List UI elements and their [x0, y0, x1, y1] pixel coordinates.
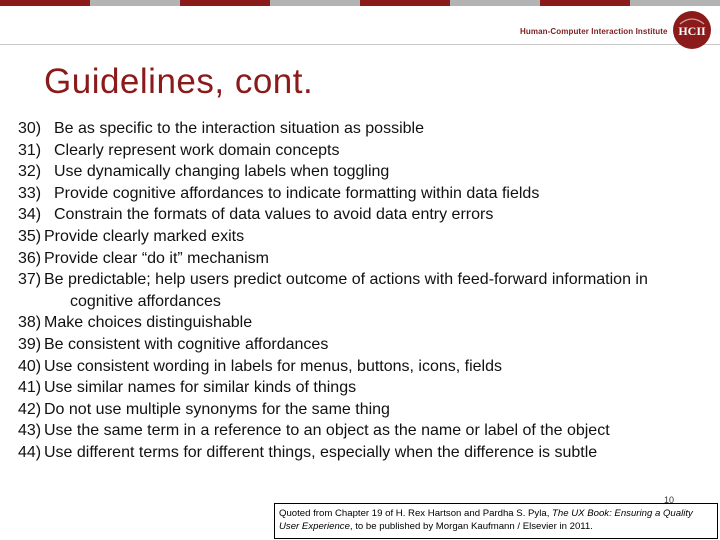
guideline-text: Provide clearly marked exits [44, 227, 245, 245]
guideline-text: Use similar names for similar kinds of things [44, 379, 357, 397]
guideline-item: 30) Be as specific to the interaction situation as possible [18, 120, 424, 137]
guideline-item: 34) Constrain the formats of data values to avoid data entry errors [18, 206, 494, 224]
guideline-item: 43) Use the same term in a reference to an object as the name or label of the object [18, 422, 610, 440]
guideline-text: Constrain the formats of data values to avoid data entry errors [54, 206, 494, 224]
header-bar-segment [0, 0, 90, 6]
citation-prefix: Quoted from Chapter 19 of H. Rex Hartson and Pardha S. Pyla, [279, 508, 553, 519]
citation-suffix: , to be published by Morgan Kaufmann / Elsevier in 2011. [349, 521, 593, 532]
guideline-text: Provide clear “do it” mechanism [44, 249, 269, 267]
guidelines-list [18, 118, 694, 464]
guideline-item: 44) Use different terms for different things, especially when the difference is subtle [18, 443, 598, 461]
header-bar-segment [450, 0, 540, 6]
guideline-item: 35) Provide clearly marked exits [18, 227, 245, 245]
citation-book-title: The UX Book: Ensuring a Quality User Experience [279, 508, 693, 532]
guideline-text: Be predictable; help users predict outcome of actions with feed-forward information in cognitive affordances [44, 271, 648, 310]
guideline-text: Use different terms for different things, especially when the difference is subtle [44, 443, 598, 461]
guideline-text: Be as specific to the interaction situation as possible [54, 120, 424, 137]
guideline-text: Clearly represent work domain concepts [54, 141, 340, 159]
guideline-text: Use the same term in a reference to an object as the name or label of the object [44, 422, 610, 440]
guideline-item: 39) Be consistent with cognitive affordances [18, 335, 329, 353]
guideline-item: 36) Provide clear “do it” mechanism [18, 249, 269, 267]
hcii-logo-icon [672, 10, 712, 50]
header-bar-segment [180, 0, 270, 6]
guideline-item: 33) Provide cognitive affordances to indicate formatting within data fields [18, 184, 540, 202]
header-bar-segment [360, 0, 450, 6]
guideline-text: Provide cognitive affordances to indicate formatting within data fields [54, 184, 540, 202]
slide-title: Guidelines, cont. [44, 62, 314, 101]
header-bar-segment [270, 0, 360, 6]
page-number: 10 [664, 495, 675, 505]
guideline-item: 42) Do not use multiple synonyms for the same thing [18, 400, 390, 418]
guideline-text: Use consistent wording in labels for menus, buttons, icons, fields [44, 357, 503, 375]
header-bar-segment [540, 0, 630, 6]
header-bar-segment [90, 0, 180, 6]
guideline-item: 41) Use similar names for similar kinds of things [18, 379, 357, 397]
guideline-item: 40) Use consistent wording in labels for menus, buttons, icons, fields [18, 357, 503, 375]
header-bar-segment [630, 0, 720, 6]
guideline-text: Be consistent with cognitive affordances [44, 335, 329, 353]
guideline-item: 32) Use dynamically changing labels when toggling [18, 163, 390, 181]
header-color-bar [0, 0, 720, 6]
guideline-item: 31) Clearly represent work domain concepts [18, 141, 340, 159]
logo-text: HCII [678, 24, 706, 38]
citation-box [274, 503, 718, 539]
guideline-item: 37) Be predictable; help users predict outcome of actions with feed-forward information in cognitive affordances [18, 271, 648, 310]
guideline-text: Use dynamically changing labels when toggling [54, 163, 390, 181]
guideline-text: Make choices distinguishable [44, 314, 253, 332]
guideline-text: Do not use multiple synonyms for the same thing [44, 400, 390, 418]
header-divider [0, 44, 720, 45]
guideline-item: 38) Make choices distinguishable [18, 314, 253, 332]
institute-name: Human-Computer Interaction Institute [520, 27, 668, 36]
